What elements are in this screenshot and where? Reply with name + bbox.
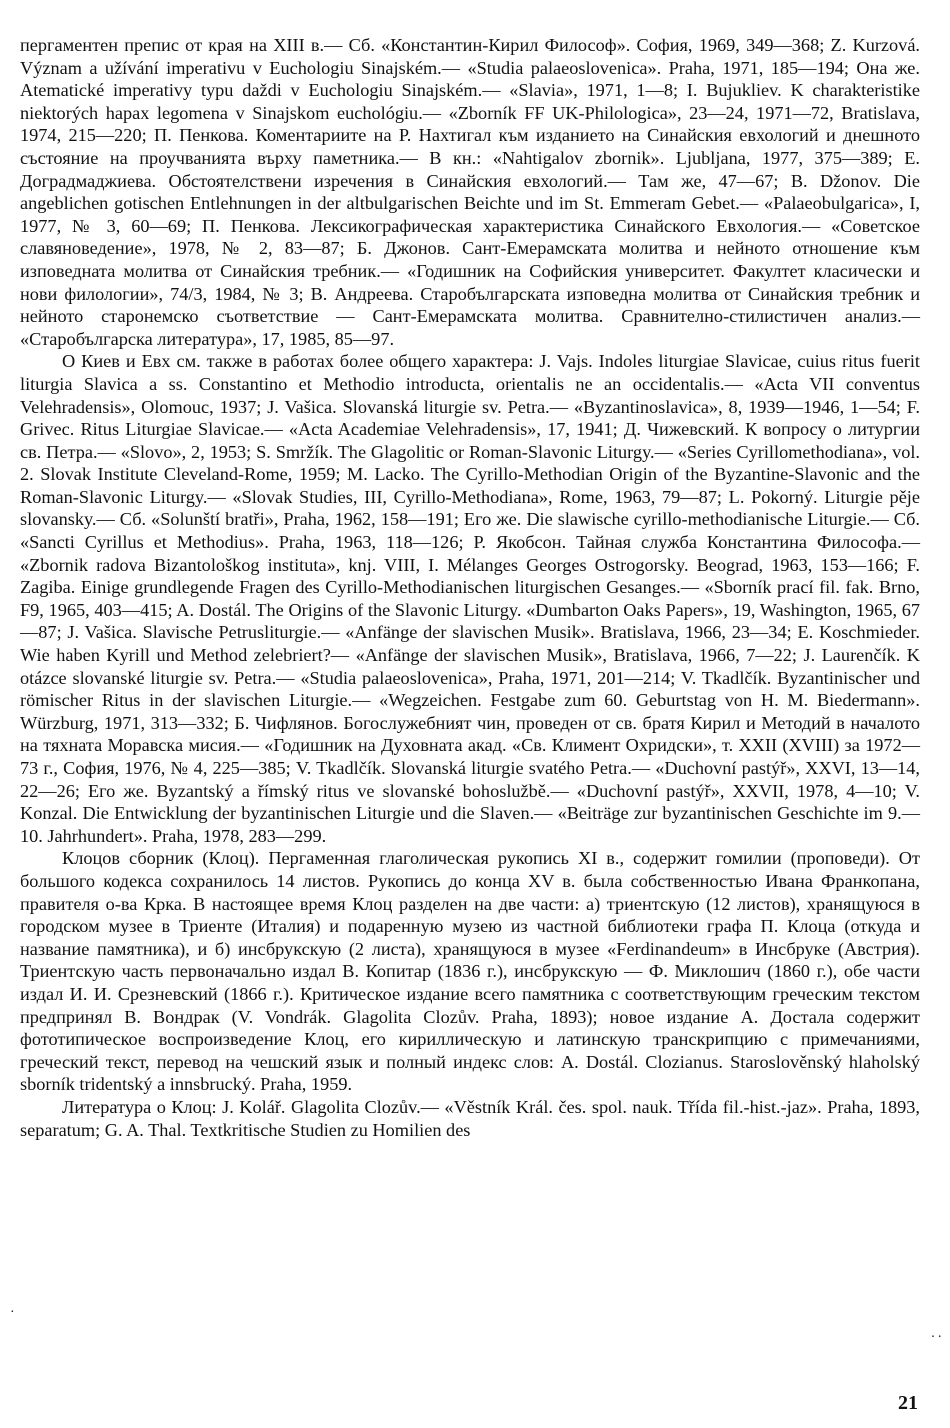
paragraph-2: О Киев и Евх см. также в работах более общего характера: J. Vajs. Indoles liturgiae Slavicae, cuius ritus fuerit liturgia Slavica a ss. Constantino et Methodio introducta, orientalis ne an occidentalis.— «Acta VII conventus Velehradensis», Olomouc, 1937; J. Vašica. Slovanská liturgie sv. Petra.— «Byzantinoslavica», 8, 1939—1946, 1—54; F. Grivec. Ritus Liturgiae Slavicae.— «Acta Academiae Velehradensis», 17, 1941; Д. Чижевский. К вопросу о литургии св. Петра.— «Slovo», 2, 1953; S. Smržík. The Glagolitic or Roman-Slavonic Liturgy.— «Series Cyrillomethodiana», vol. 2. Slovak Institute Cleveland-Rome, 1959; M. Lacko. The Cyrillo-Methodian Origin of the Byzantine-Slavonic and the Roman-Slavonic Liturgy.— «Slovak Studies, III, Cyrillo-Methodiana», Rome, 1963, 79—87; L. Pokorný. Liturgie pěje slovansky.— Сб. «Solunští bratři», Praha, 1962, 158—191; Его же. Die slawische cyrillo-methodianische Liturgie.— Сб. «Sancti Cyrillus et Methodius». Praha, 1963, 118—126; Р. Якобсон. Тайная служба Константина Философа.— «Zbornik radova Bizantološkog instituta», knj. VIII, I. Mélanges Georges Ostrogorsky. Beograd, 1963, 153—166; F. Zagiba. Einige grundlegende Fragen des Cyrillo-Methodianischen liturgischen Gesanges.— «Sborník prací fil. fak. Brno, F9, 1965, 403—415; A. Dostál. The Origins of the Slavonic Liturgy. «Dumbarton Oaks Papers», 19, Washington, 1965, 67—87; J. Vašica. Slavische Petrusliturgie.— «Anfänge der slavischen Musik». Bratislava, 1966, 23—34; E. Koschmieder. Wie haben Kyrill und Method zelebriert?— «Anfänge der slavischen Musik», Bratislava, 1966, 7—22; J. Laurenčík. K otázce slovanské liturgie sv. Petra.— «Studia palaeoslovenica», Praha, 1971, 201—214; V. Tkadlčík. Byzantinischer und römischer Ritus in der slavischen Liturgie.— «Wegzeichen. Festgabe zum 60. Geburtstag von H. M. Biedermann». Würzburg, 1971, 313—332; Б. Чифлянов. Богослужебният чин, проведен от св. братя Кирил и Методий в началото на тяхната Моравска мисия.— «Годишник на Духовната акад. «Св. Климент Охридски», т. XXII (XVIII) за 1972—73 г., София, 1976, № 4, 225—385; V. Tkadlčík. Slovanská liturgie svatého Petra.— «Duchovní pastýř», XXVI, 13—14, 22—26; Его же. Byzantský a římský ritus ve slovanské bohoslužbě.— «Duchovní pastýř», XXVII, 1978, 4—10; V. Konzal. Die Entwicklung der byzantinischen Liturgie und die Slaven.— «Beiträge zur byzantinischen Geschichte im 9.— 10. Jahrhundert». Praha, 1978, 283—299. [20,351,920,846]
paragraph-4: Литература о Клоц: J. Kolář. Glagolita Clozův.— «Věstník Král. čes. spol. nauk. Třída fil.-hist.-jaz». Praha, 1893, separatum; G. A. Thal. Textkritische Studien zu Homilien des [20,1096,920,1140]
margin-mark: · [10,1305,15,1320]
paragraph-3: Клоцов сборник (Клоц). Пергаменная глаголическая рукопись XI в., содержит гомилии (проповеди). От большого кодекса сохранилось 14 листов. Рукопись до конца XV в. была собственностью Ивана Франкопана, правителя о-ва Крка. В настоящее время Клоц разделен на две части: а) триентскую (12 листов), хранящуюся в городском музее в Триенте (Италия) и подаренную музею из частной библиотеки графа П. Клоца (откуда и название памятника), и б) инсбрукскую (2 листа), хранящуюся в музее «Ferdinandeum» в Инсбруке (Австрия). Триентскую часть первоначально издал В. Копитар (1836 г.), инсбрукскую — Ф. Миклошич (1860 г.), обе части издал И. И. Срезневский (1866 г.). Критическое издание всего памятника с соответствующим греческим текстом предпринял В. Вондрак (V. Vondrák. Glagolita Clozův. Praha, 1893); новое издание А. Достала содержит фототипическое воспроизведение Клоц, его кириллическую и латинскую транскрипцию с примечаниями, греческий текст, перевод на чешский язык и полный индекс слов: A. Dostál. Clozianus. Staroslověnský hlaholský sborník tridentský a innsbrucký. Praha, 1959. [20,848,920,1095]
paragraph-1: пергаментен препис от края на XIII в.— Сб. «Константин-Кирил Философ». София, 1969, 349—368; Z. Kurzová. Význam a užívání imperativu v Euchologiu Sinajském.— «Studia palaeoslovenica». Praha, 1971, 185—194; Она же. Atematické imperativy typu daždi v Euchologiu Sinajském.— «Slavia», 1971, 1—8; I. Bujukliev. K charakteristike niektorých hapax legomena v Sinajskom euchológiu.— «Zborník FF UK-Philologica», 23—24, 1971—72, Bratislava, 1974, 215—220; П. Пенкова. Коментариите на Р. Нахтигал към изданието на Синайския евхологий и днешното състояние на проучванията върху паметника.— В кн.: «Nahtigalov zbornik». Ljubljana, 1977, 375—389; Е. Доградмаджиева. Обстоятелствени изречения в Синайския евхологий.— Там же, 47—67; B. Džonov. Die angeblichen gotischen Entlehnungen in der altbulgarischen Beichte und im St. Emmeram Gebet.— «Palaeobulgarica», I, 1977, № 3, 60—69; П. Пенкова. Лексикографическая характеристика Синайского Евхология.— «Советское славяноведение», 1978, № 2, 83—87; Б. Джонов. Сант-Емерамската молитва и нейното отношение към изповедната молитва от Синайския требник.— «Годишник на Софийския университет. Факултет класически и нови филологии», 74/3, 1984, № 3; В. Андреева. Старобългарската изповедна молитва от Синайския требник и нейното старонемско съответствие — Сант-Емерамската молитва. Сравнително-стилистичен анализ.— «Старобългарска литература», 17, 1985, 85—97. [20,35,920,349]
margin-mark-dots: ·· [930,1330,944,1345]
body-text [20,34,920,1141]
page-number: 21 [898,1392,918,1414]
